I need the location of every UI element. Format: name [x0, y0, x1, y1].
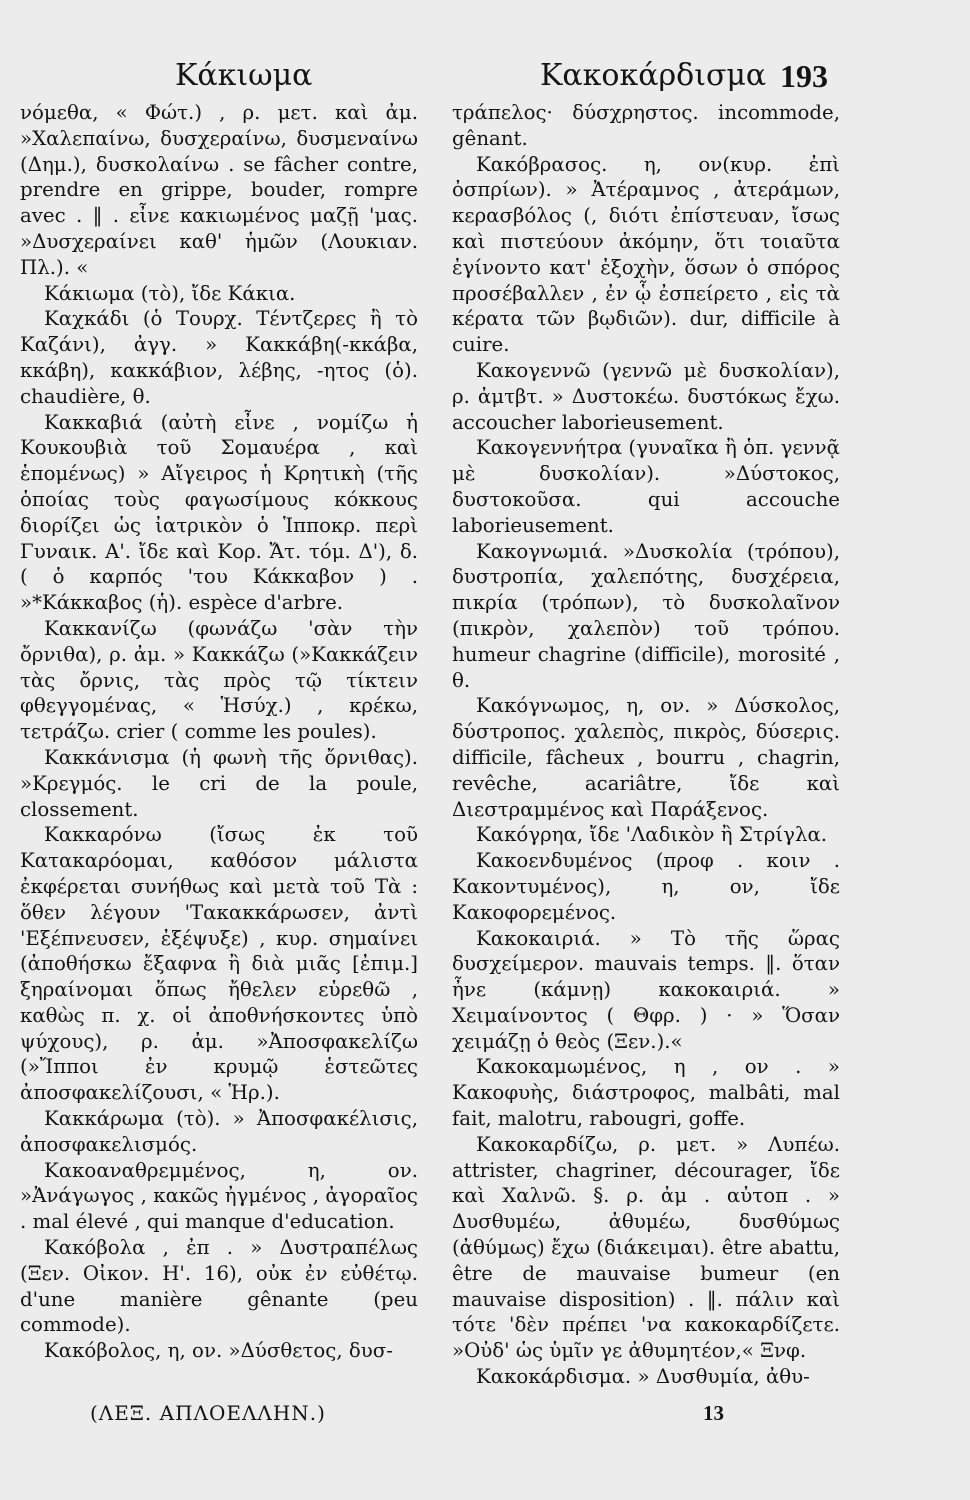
- page-number: 193: [780, 58, 828, 94]
- dictionary-entry: Κακκάνισμα (ἡ φωνὴ τῆς ὄρνιθας). »Κρεγμός. le cri de la poule, clossement.: [20, 745, 418, 821]
- dictionary-entry: Κακόβρασος. η, ον(κυρ. ἐπὶ ὀσπρίων). » Ἀτέραμνος , ἀτεράμων, κερασβόλος (, διότι ἐπίστευαν, ἴσως καὶ πιστεύουν ἀκόμην, ὅτι τοιαῦτα ἐγίνοντο κατ' ἐξοχὴν, ὅσων ὁ σπόρος προσέβαλλεν , ἐν ᾧ ἐσπείρετο , εἰς τὰ κέρατα τῶν βῳδιῶν). dur, difficile à cuire.: [452, 152, 840, 357]
- dictionary-entry: Κακόβολα , ἐπ . » Δυστραπέλως (Ξεν. Οἰκον. Η'. 16), οὐκ ἐν εὐθέτῳ. d'une manière gênante (peu commode).: [20, 1236, 418, 1337]
- dictionary-entry: Κακοενδυμένος (προφ . κοιν . Κακοντυμένος), η, ον, ἴδε Κακοφορεμένος.: [452, 849, 840, 924]
- dictionary-entry: Κακόβολος, η, ον. »Δύσθετος, δυσ-: [44, 1339, 393, 1363]
- signature-mark: (ΛΕΞ. ΑΠΛΟΕΛΛΗΝ.): [90, 1401, 326, 1425]
- dictionary-entry: Κακκαβιά (αὐτὴ εἶνε , νομίζω ἡ Κουκουβιὰ τοῦ Σομαυέρα , καὶ ἑπομένως) » Αἴγειρος ἡ Κρητικὴ (τῆς ὁποίας τοὺς φαγωσίμους κόκκους διορίζει ὡς ἰατρικὸν ὁ Ἱπποκρ. περὶ Γυναικ. Α'. ἴδε καὶ Κορ. Ἄτ. τόμ. Δ'), δ. ( ὁ καρπός 'του Κάκκαβον ) . »*Κάκκαβος (ἡ). espèce d'arbre.: [20, 410, 418, 615]
- left-column: [20, 100, 418, 1364]
- dictionary-entry: Κακογνωμιά. »Δυσκολία (τρόπου), δυστροπία, χαλεπότης, δυσχέρεια, πικρία (τρόπων), τὸ δυσκολαῖνον (πικρὸν, χαλεπὸν) τοῦ τρόπου. humeur chagrine (difficile), morosité , θ.: [452, 539, 840, 692]
- dictionary-entry: Κακοκαμωμένος, η , ον . » Κακοφυὴς, διάστροφος, malbâti, mal fait, malotru, rabougri, goffe.: [452, 1055, 840, 1131]
- dictionary-entry: Κακοαναθρεμμένος, η, ον. »Ἀνάγωγος , κακῶς ἠγμένος , ἀγοραῖος . mal élevé , qui manque d'education.: [20, 1158, 418, 1234]
- dictionary-entry: Κακοκάρδισμα. » Δυσθυμία, ἀθυ-: [476, 1365, 810, 1389]
- dictionary-entry: Κακκαρόνω (ἴσως ἐκ τοῦ Κατακαρόομαι, καθόσον μάλιστα ἐκφέρεται συνήθως καὶ μετὰ τοῦ Τὰ : ὅθεν λέγουν 'Τακακκάρωσεν, ἀντὶ 'Εξέπνευσεν, ἐξέψυξε) , κυρ. σημαίνει (ἀποθήσκω ἔξαφνα ἢ διὰ μιᾶς [ἐπιμ.] ξηραίνομαι ὅπως ἤθελεν εὑρεθῶ , καθὼς π. χ. οἱ ἀποθνήσκοντες ὑπὸ ψύχους), ρ. ἀμ. »Ἀποσφακελίζω (»Ἴπποι ἐν κρυμῷ ἑστεῶτες ἀποσφακελίζουσι, « Ἡρ.).: [20, 823, 418, 1105]
- dictionary-entry: Κακοκαιριά. » Τὸ τῆς ὥρας δυσχείμερον. mauvais temps. ‖. ὅταν ἦνε (κάμνῃ) κακοκαιριά. » Χειμαίνοντος ( Θφρ. ) · » Ὅσαν χειμάζῃ ὁ θεὸς (Ξεν.).«: [452, 926, 840, 1053]
- dictionary-entry: Κακογεννήτρα (γυναῖκα ἢ ὁπ. γεννᾷ μὲ δυσκολίαν). »Δύστοκος, δυστοκοῦσα. qui accouche laborieusement.: [452, 436, 840, 537]
- dictionary-entry: τράπελος· δύσχρηστος. incommode, gênant.: [452, 101, 840, 150]
- dictionary-entry: Κάκιωμα (τὸ), ἴδε Κάκια.: [44, 281, 296, 305]
- running-head-right: Κακοκάρδισμα: [540, 58, 767, 93]
- dictionary-entry: Κακκανίζω (φωνάζω 'σὰν τὴν ὄρνιθα), ρ. ἀμ. » Κακκάζω (»Κακκάζειν τὰς ὄρνις, τὰς πρὸς τῷ τίκτειν φθεγγομένας, « Ἡσύχ.) , κρέκω, τετράζω. crier ( comme les poules).: [20, 616, 418, 744]
- dictionary-entry: Καχκάδι (ὁ Τουρχ. Τέντζερες ἢ τὸ Καζάνι), ἀγγ. » Κακκάβη(-κκάβα, κκάβη), κακκάβιον, λέβης, -ητος (ὁ). chaudière, θ.: [20, 307, 418, 408]
- dictionary-entry: Κακκάρωμα (τὸ). » Ἀποσφακέλισις, ἀποσφακελισμός.: [20, 1107, 418, 1156]
- right-column: [452, 100, 840, 1390]
- signature-number: 13: [703, 1401, 724, 1425]
- dictionary-entry: Κακοκαρδίζω, ρ. μετ. » Λυπέω. attrister, chagriner, décourager, ἴδε καὶ Χαλνῶ. §. ρ. ἀμ . αὐτοπ . » Δυσθυμέω, ἀθυμέω, δυσθύμως (ἀθύμως) ἔχω (διάκειμαι). être abattu, être de mauvaise bumeur (en mauvaise disposition) . ‖. πάλιν καὶ τότε 'δὲν πρέπει 'να κακοκαρδίζετε. »Οὐδ' ὡς ὑμῖν γε ἀθυμητέον,« Ξνφ.: [452, 1132, 840, 1363]
- dictionary-entry: Κακογεννῶ (γεννῶ μὲ δυσκολίαν), ρ. ἀμτβτ. » Δυστοκέω. δυστόκως ἔχω. accoucher laborieusement.: [452, 358, 840, 434]
- dictionary-entry: Κακόγρηα, ἴδε 'Λαδικὸν ἢ Στρίγλα.: [476, 823, 828, 847]
- dictionary-entry: Κακόγνωμος, η, ον. » Δύσκολος, δύστροπος. χαλεπὸς, πικρὸς, δύσερις. difficile, fâcheux , bourru , chagrin, revêche, acariâtre, ἴδε καὶ Διεστραμμένος καὶ Παράξενος.: [452, 694, 840, 821]
- dictionary-entry: νόμεθα, « Φώτ.) , ρ. μετ. καὶ ἀμ. »Χαλεπαίνω, δυσχεραίνω, δυσμεναίνω (Δημ.), δυσκολαίνω . se fâcher contre, prendre en grippe, bouder, rompre avec . ‖ . εἶνε κακιωμένος μαζῇ 'μας. »Δυσχεραίνει καθ' ἡμῶν (Λουκιαν. Πλ.). «: [20, 101, 418, 279]
- running-head-left: Κάκιωμα: [175, 58, 313, 93]
